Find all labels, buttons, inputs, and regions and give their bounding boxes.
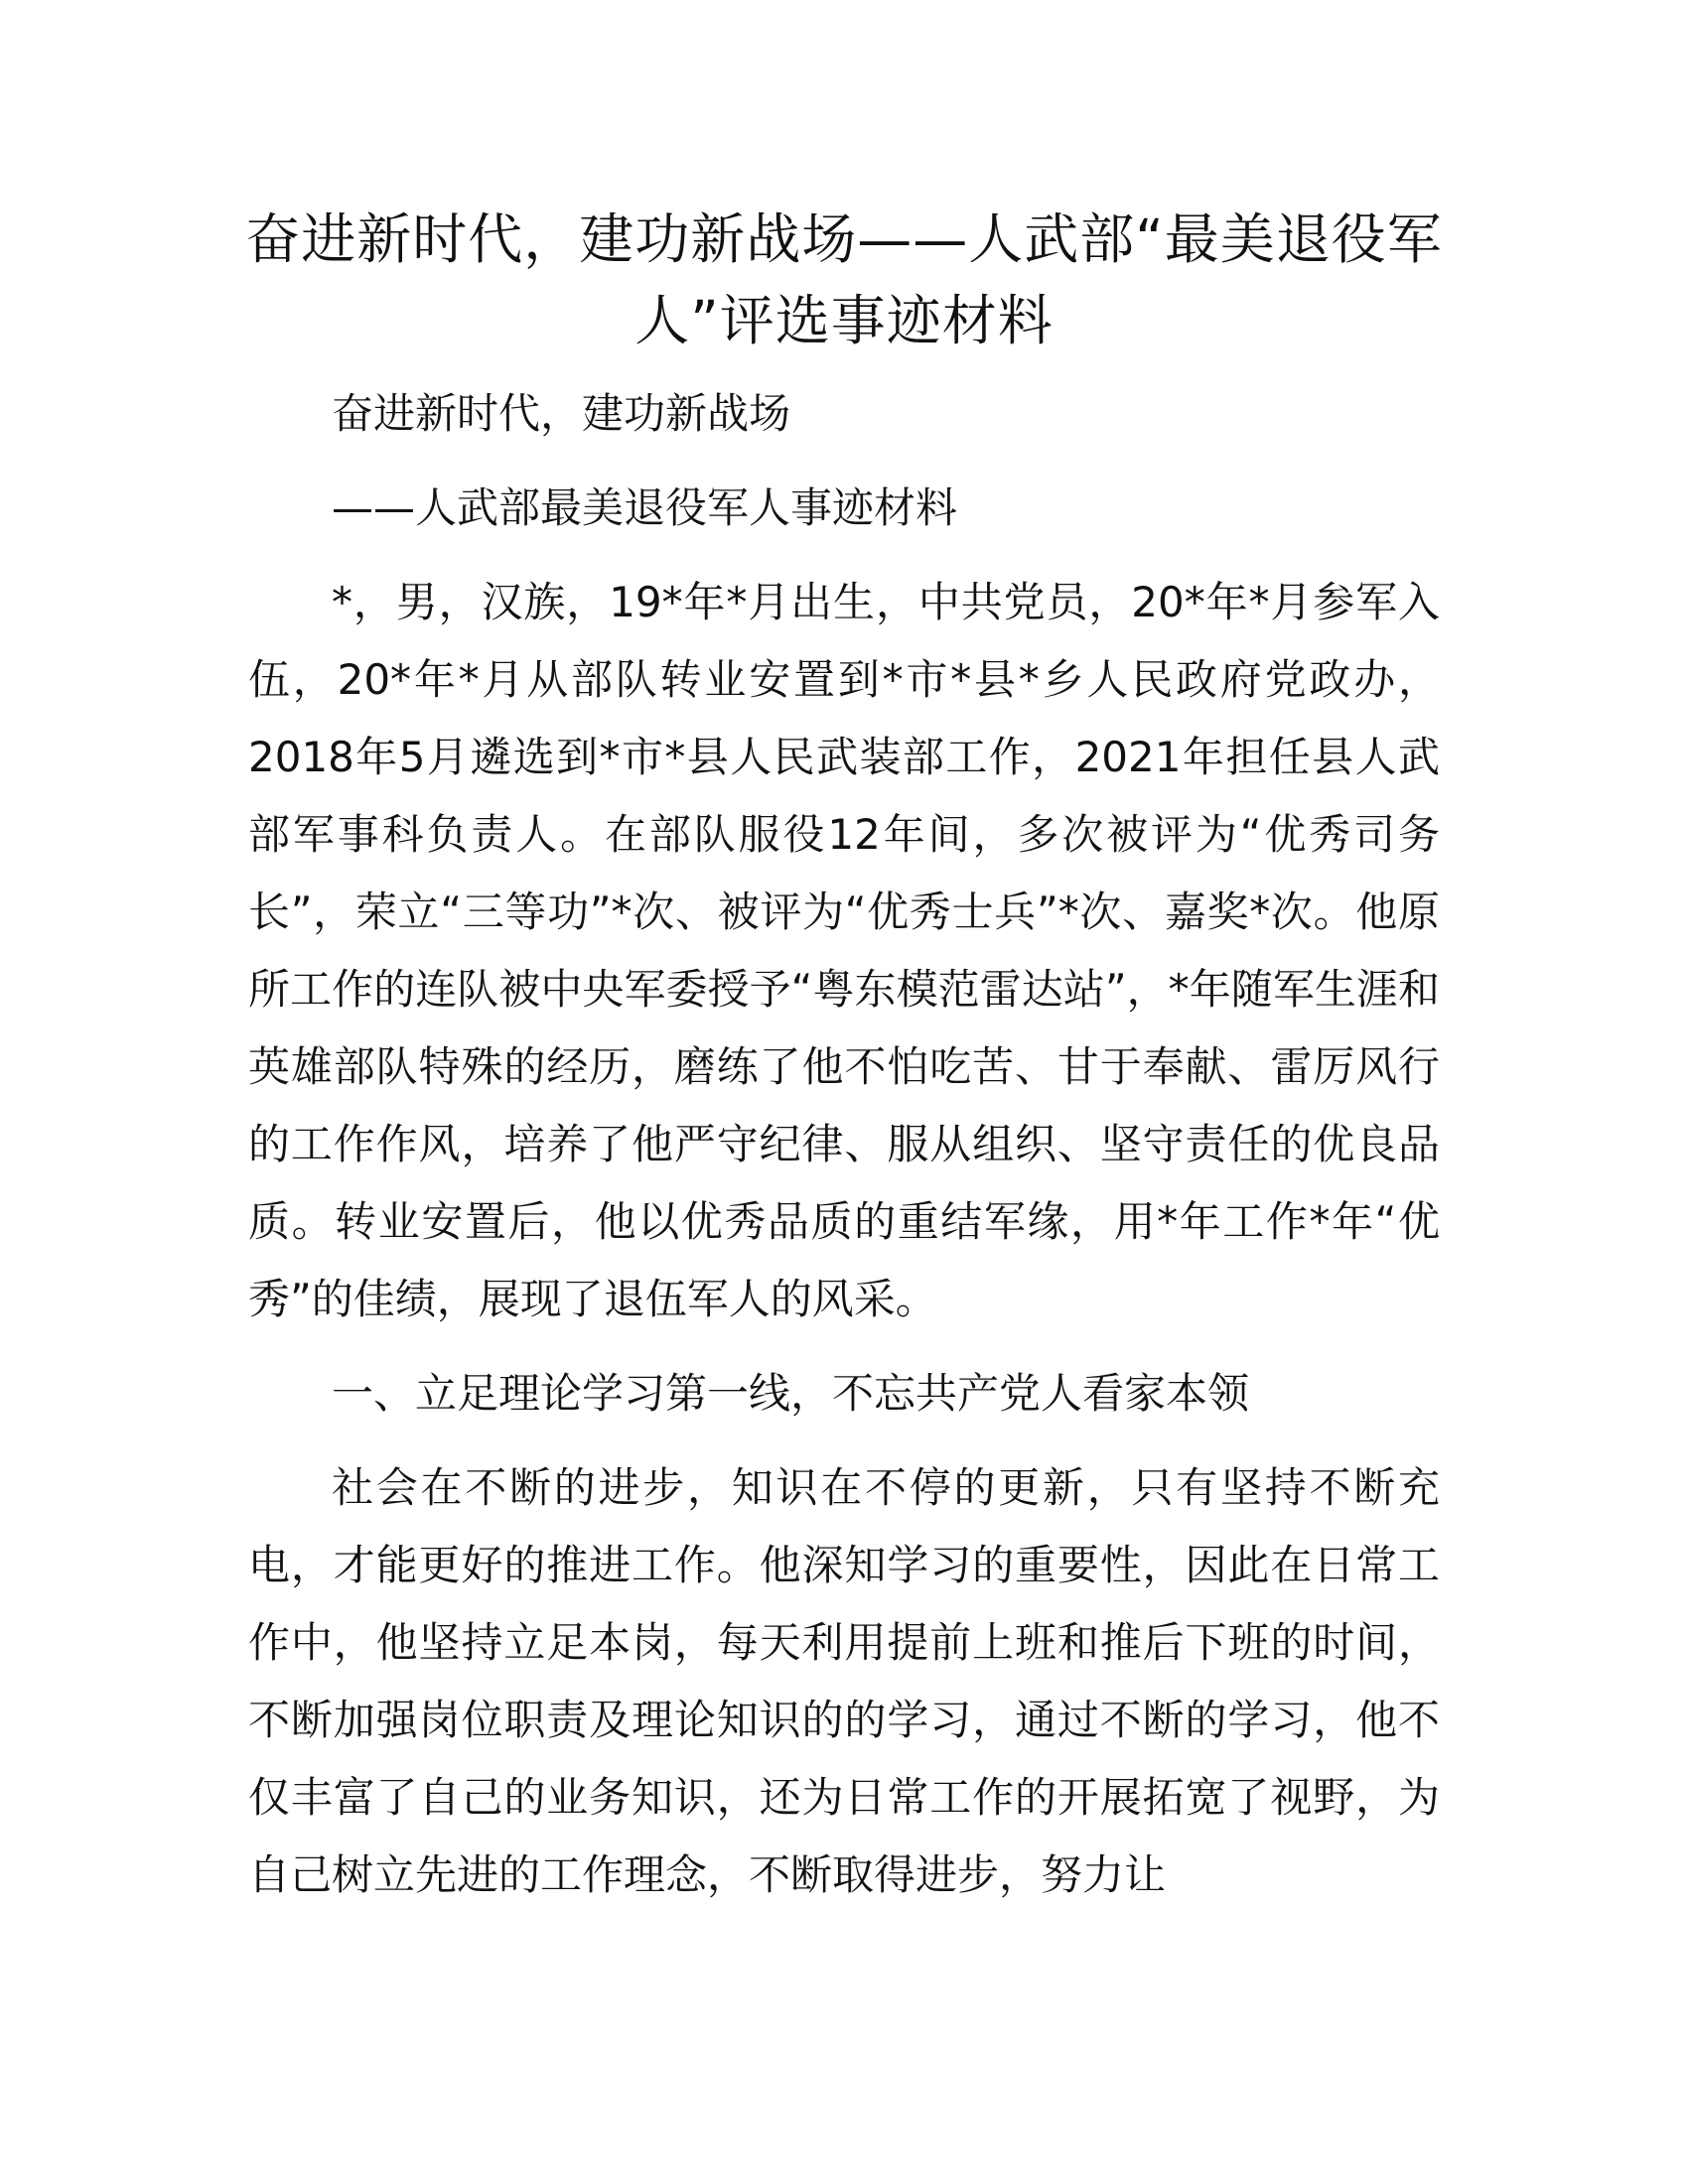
document-body: [248, 375, 1440, 1914]
subtitle-line-1: 奋进新时代，建功新战场: [332, 389, 791, 438]
body-paragraph: 社会在不断的进步，知识在不停的更新，只有坚持不断充电，才能更好的推进工作。他深知学习的重要性，因此在日常工作中，他坚持立足本岗，每天利用提前上班和推后下班的时间，不断加强岗位职责及理论知识的的学习，通过不断的学习，他不仅丰富了自己的业务知识，还为日常工作的开展拓宽了视野，为自己树立先进的工作理念，不断取得进步，努力让: [248, 1463, 1440, 1899]
subtitle-line-2: ——人武部最美退役军人事迹材料: [332, 483, 958, 532]
section-heading-1: 一、立足理论学习第一线，不忘共产党人看家本领: [332, 1369, 1250, 1418]
document-title: 奋进新时代，建功新战场——人武部“最美退役军人”评选事迹材料: [245, 207, 1443, 352]
intro-paragraph: *，男，汉族，19*年*月出生，中共党员，20*年*月参军入伍，20*年*月从部队转业安置到*市*县*乡人民政府党政办，2018年5月遴选到*市*县人民武装部工作，2021年担任县人武部军事科负责人。在部队服役12年间，多次被评为“优秀司务长”，荣立“三等功”*次、被评为“优秀士兵”*次、嘉奖*次。他原所工作的连队被中央军委授予“粤东模范雷达站”，*年随军生涯和英雄部队特殊的经历，磨练了他不怕吃苦、甘于奉献、雷厉风行的工作作风，培养了他严守纪律、服从组织、坚守责任的优良品质。转业安置后，他以优秀品质的重结军缘，用*年工作*年“优秀”的佳绩，展现了退伍军人的风采。: [248, 578, 1440, 1323]
